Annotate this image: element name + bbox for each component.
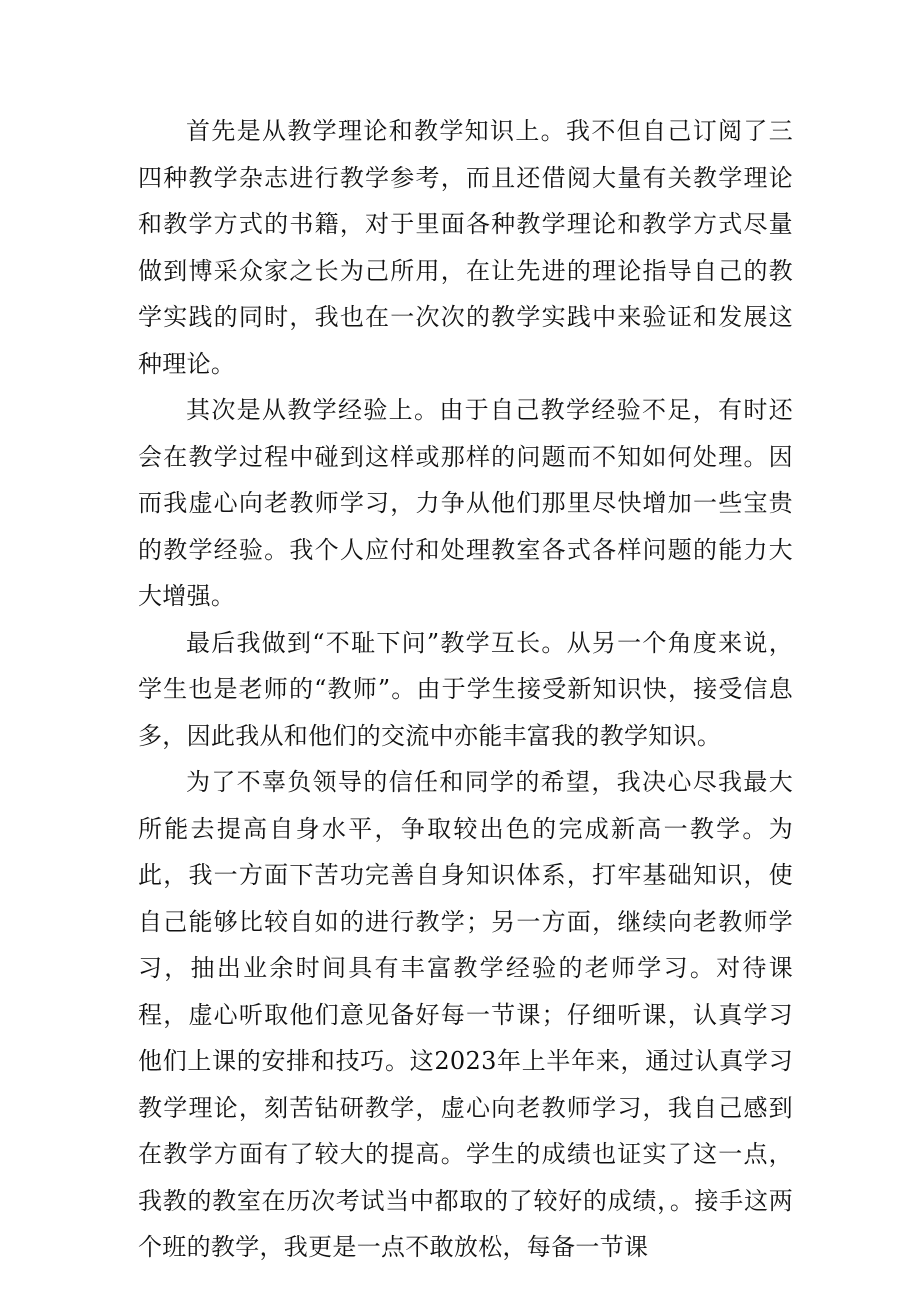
paragraph-ask-students: 最后我做到“不耻下问”教学互长。从另一个角度来说，学生也是老师的“教师”。由于学生接受新知识快，接受信息多，因此我从和他们的交流中亦能丰富我的教学知识。 <box>138 628 793 750</box>
paragraph-improvement: 为了不辜负领导的信任和同学的希望，我决心尽我最大所能去提高自身水平，争取较出色的完成新高一教学。为此，我一方面下苦功完善自身知识体系，打牢基础知识，使自己能够比较自如的进行教学；另一方面，继续向老教师学习，抽出业余时间具有丰富教学经验的老师学习。对待课程，虚心听取他们意见备好每一节课；仔细听课，认真学习他们上课的安排和技巧。这2023年上半年来，通过认真学习教学理论，刻苦钻研教学，虚心向老教师学习，我自己感到在教学方面有了较大的提高。学生的成绩也证实了这一点，我教的教室在历次考试当中都取的了较好的成绩，。接手这两个班的教学，我更是一点不敢放松，每备一节课 <box>138 768 793 1261</box>
document-body <box>138 108 793 1271</box>
paragraph-theory: 首先是从教学理论和教学知识上。我不但自己订阅了三四种教学杂志进行教学参考，而且还借阅大量有关教学理论和教学方式的书籍，对于里面各种教学理论和教学方式尽量做到博采众家之长为己所用，在让先进的理论指导自己的教学实践的同时，我也在一次次的教学实践中来验证和发展这种理论。 <box>138 117 793 378</box>
paragraph-experience: 其次是从教学经验上。由于自己教学经验不足，有时还会在教学过程中碰到这样或那样的问题而不知如何处理。因而我虚心向老教师学习，力争从他们那里尽快增加一些宝贵的教学经验。我个人应付和处理教室各式各样问题的能力大大增强。 <box>138 396 793 610</box>
